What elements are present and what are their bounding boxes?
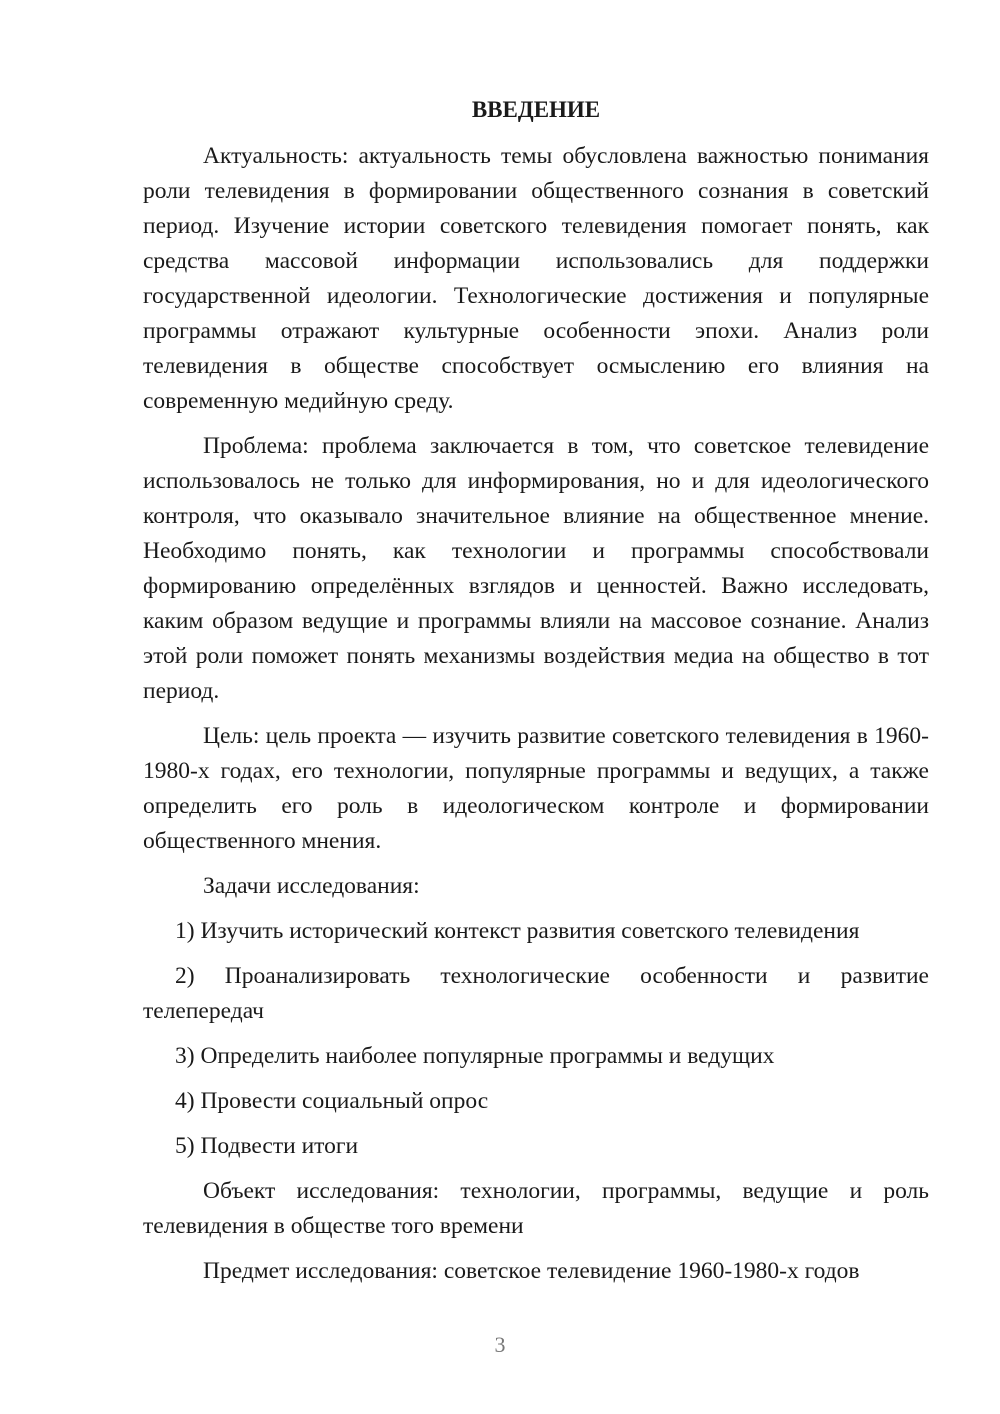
task-item: 1) Изучить исторический контекст развития советского телевидения (175, 918, 860, 944)
section-heading: ВВЕДЕНИЕ (471, 97, 601, 122)
problem-paragraph: Проблема: проблема заключается в том, что советское телевидение использовалось не только для информирования, но и для идеологического контроля, что оказывало значительное влияние на общественное мнение. Необходимо понять, как технологии и программы способствовали формированию определённых взглядов и ценностей. Важно исследовать, каким образом ведущие и программы влияли на массовое сознание. Анализ этой роли поможет понять механизмы воздействия медиа на общество в тот период. (143, 433, 929, 704)
page-content (143, 95, 929, 1299)
research-object-paragraph: Объект исследования: технологии, программы, ведущие и роль телевидения в обществе того времени (143, 1178, 929, 1239)
tasks-heading: Задачи исследования: (203, 873, 420, 899)
relevance-paragraph: Актуальность: актуальность темы обусловлена важностью понимания роли телевидения в формировании общественного сознания в советский период. Изучение истории советского телевидения помогает понять, как средства массовой информации использовались для поддержки государственной идеологии. Технологические достижения и популярные программы отражают культурные особенности эпохи. Анализ роли телевидения в обществе способствует осмыслению его влияния на современную медийную среду. (143, 143, 929, 414)
task-item: 4) Провести социальный опрос (175, 1088, 489, 1114)
task-item: 3) Определить наиболее популярные программы и ведущих (175, 1043, 775, 1069)
page-number: 3 (494, 1332, 506, 1357)
task-item: 2) Проанализировать технологические особенности и развитие телепередач (143, 963, 929, 1024)
task-item: 5) Подвести итоги (175, 1133, 359, 1159)
goal-paragraph: Цель: цель проекта — изучить развитие советского телевидения в 1960-1980-х годах, его технологии, популярные программы и ведущих, а также определить его роль в идеологическом контроле и формировании общественного мнения. (143, 723, 929, 854)
research-subject-paragraph: Предмет исследования: советское телевидение 1960-1980-х годов (203, 1258, 860, 1284)
